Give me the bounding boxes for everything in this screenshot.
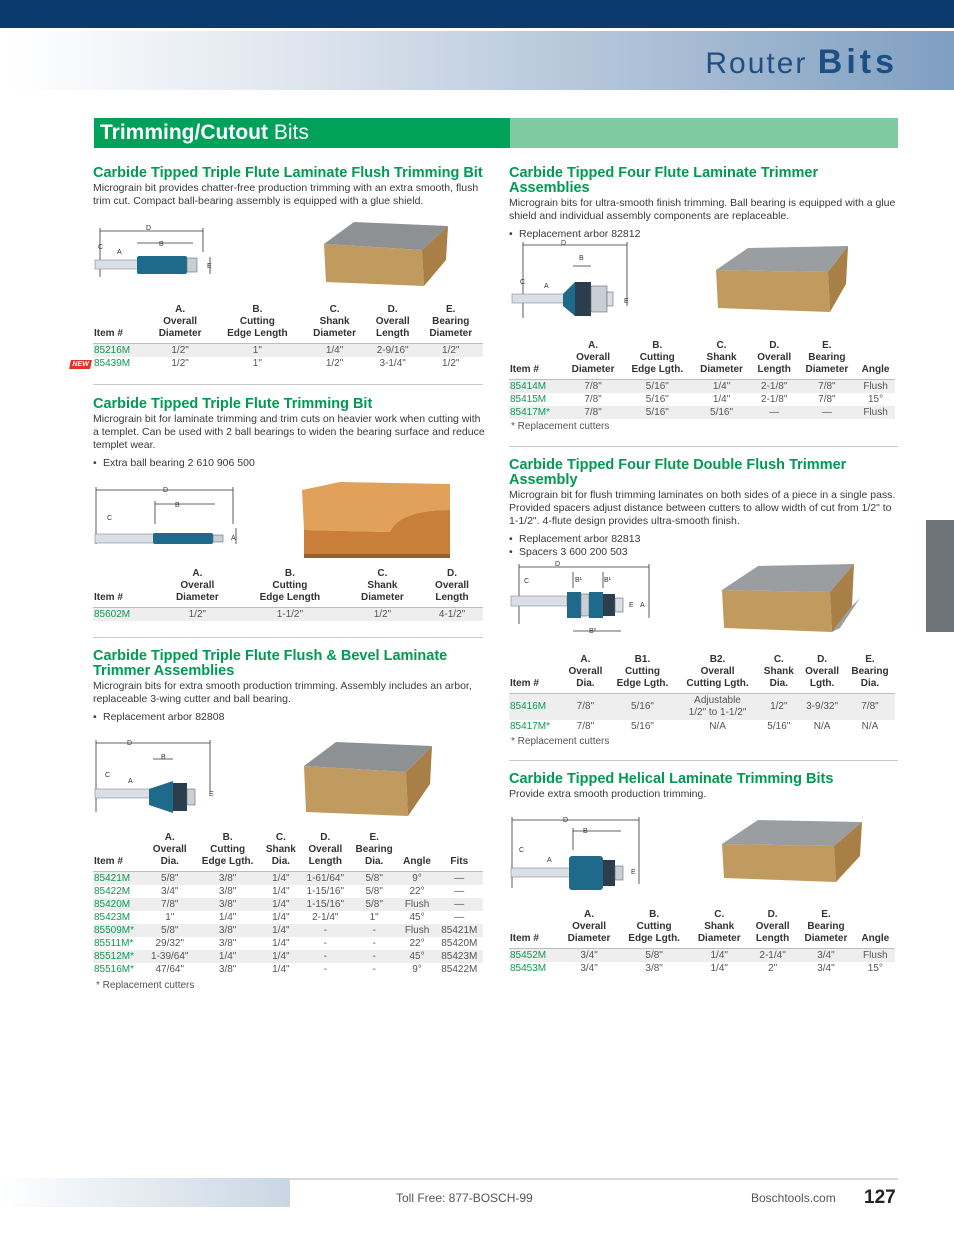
table-cell: 1": [369, 912, 379, 923]
table-cell: 3-1/4": [379, 358, 406, 369]
table-cell: 85420M: [441, 938, 478, 949]
product-description: Micrograin bit for laminate trimming and trim cuts on heavier work when cutting with a templet. Can be used with 2 ball bearings to widen the bearing surface and reduce templet wear.: [93, 413, 485, 451]
dim-label: D: [127, 740, 133, 747]
column-header: B1. Cutting Edge Lgth.: [608, 654, 676, 694]
table-row: [93, 937, 483, 950]
column-header: D. Overall Length: [367, 304, 419, 344]
new-badge: NEW: [69, 360, 92, 369]
column-header: D. Overall Length: [301, 832, 350, 872]
bit-diagram-2: [93, 484, 243, 554]
table-cell: 1/4": [194, 950, 261, 963]
footer-bar: [0, 1178, 290, 1207]
column-header: B. Cutting Edge Lgth.: [622, 340, 692, 380]
table-row: [93, 950, 483, 963]
column-header: E. Bearing Dia.: [350, 832, 399, 872]
dim-label: A: [117, 249, 122, 256]
bullet-item: • Extra ball bearing 2 610 906 500: [93, 457, 255, 469]
table-cell: Flush: [399, 898, 436, 911]
bit-diagram-1: [93, 222, 223, 287]
dim-label: B: [579, 255, 584, 262]
column-header: C. Shank Diameter: [692, 340, 750, 380]
divider: [509, 446, 898, 447]
table-cell: -: [301, 924, 350, 937]
laminate-workpiece-image-4: [712, 244, 852, 316]
footnote: * Replacement cutters: [511, 421, 610, 432]
table-cell: 3/8": [218, 886, 237, 897]
table-cell: 5/16": [608, 694, 676, 720]
table-cell: 2-1/4": [749, 949, 796, 963]
table-cell: 1/2": [418, 344, 483, 358]
item-number[interactable]: 85416M: [509, 694, 563, 720]
top-navy-bar: [0, 0, 954, 28]
bit-diagram-4: [509, 236, 639, 328]
table-cell: 1/4": [272, 964, 290, 975]
footnote: * Replacement cutters: [96, 980, 195, 991]
item-number[interactable]: 85415M: [510, 394, 547, 405]
table-row: [509, 949, 895, 963]
table-cell: 1": [252, 358, 262, 369]
table-row: [93, 911, 483, 924]
table-cell: 1/4": [302, 344, 366, 358]
table-header-row: [509, 909, 895, 949]
table-row: [93, 608, 483, 622]
column-header: C. Shank Diameter: [344, 568, 421, 608]
spec-table-3: [93, 832, 483, 976]
dim-label: B¹: [575, 577, 582, 584]
table-cell: 3/4": [559, 949, 618, 963]
table-cell: 3/4": [161, 886, 179, 897]
table-cell: Flush: [856, 406, 895, 419]
table-row: [93, 898, 483, 911]
table-row: [93, 872, 483, 886]
table-cell: —: [454, 912, 465, 923]
section-title: Trimming/Cutout Bits: [100, 121, 309, 144]
table-cell: N/A: [813, 720, 831, 732]
column-header: C. Shank Diameter: [302, 304, 366, 344]
table-cell: 1/4": [261, 898, 301, 911]
table-cell: 1/2": [344, 608, 421, 622]
item-number[interactable]: 85417M*: [510, 720, 551, 732]
column-header: B2. Overall Cutting Lgth.: [677, 654, 759, 694]
table-cell: 1": [165, 912, 175, 923]
product-title: Carbide Tipped Helical Laminate Trimming Bits: [509, 771, 834, 787]
spec-table-6: [509, 909, 895, 975]
table-cell: -: [323, 964, 327, 975]
item-number[interactable]: 85414M: [509, 380, 564, 394]
dim-label: D: [555, 561, 561, 568]
table-cell: 1-1/2": [236, 608, 344, 622]
dim-label: E: [629, 602, 634, 609]
table-cell: -: [350, 924, 399, 937]
item-number[interactable]: 85452M: [509, 949, 559, 963]
bit-diagram-3: [93, 737, 223, 822]
table-cell: 1/4": [261, 950, 301, 963]
column-header: E. Bearing Diameter: [798, 340, 856, 380]
table-cell: 1/2": [171, 358, 189, 369]
table-cell: 5/8": [145, 924, 194, 937]
table-cell: 7/8": [845, 694, 895, 720]
table-cell: 85423M: [436, 950, 483, 963]
table-cell: 1/2": [442, 358, 460, 369]
page-banner: [8, 31, 954, 90]
table-cell: —: [436, 872, 483, 886]
table-cell: -: [372, 964, 376, 975]
table-cell: 2": [768, 963, 778, 974]
table-row: [93, 357, 483, 370]
table-cell: 3/4": [580, 963, 598, 974]
bullet-item: • Replacement arbor 82808: [93, 711, 225, 723]
dim-label: B: [175, 502, 180, 509]
table-cell: 1/4": [218, 912, 237, 923]
column-header: D. Overall Length: [749, 909, 796, 949]
bit-diagram-6: [509, 814, 643, 896]
side-tab: [926, 520, 954, 632]
dim-label: B²: [589, 628, 596, 635]
table-cell: Flush: [856, 949, 895, 963]
spec-table-5: [509, 654, 895, 733]
column-header: B. Cutting Edge Lgth.: [619, 909, 690, 949]
column-header: A. Overall Dia.: [145, 832, 194, 872]
item-number[interactable]: 85509M*: [93, 924, 145, 937]
table-cell: —: [798, 406, 856, 419]
column-header: Item #: [509, 654, 563, 694]
table-cell: 1/2": [758, 694, 799, 720]
table-cell: 5/16": [645, 394, 669, 405]
table-cell: -: [372, 938, 376, 949]
table-cell: 1/4": [710, 963, 728, 974]
table-cell: 3/8": [194, 924, 261, 937]
table-cell: 5/8": [365, 886, 383, 897]
edge-profile-workpiece-image: [300, 480, 452, 560]
column-header: Item #: [509, 909, 559, 949]
table-cell: 5/16": [692, 406, 750, 419]
table-cell: 85422M: [441, 964, 478, 975]
table-cell: 2-9/16": [367, 344, 419, 358]
product-description: Provide extra smooth production trimming.: [509, 788, 707, 800]
table-cell: -: [301, 950, 350, 963]
table-cell: 1/4": [261, 924, 301, 937]
table-cell: N/A: [861, 720, 879, 732]
column-header: Item #: [509, 340, 564, 380]
page-title: Router Bits: [705, 43, 898, 81]
table-cell: —: [454, 886, 465, 897]
table-cell: 3/8": [645, 963, 663, 974]
dim-label: B: [583, 828, 588, 835]
item-number[interactable]: 85453M: [510, 963, 547, 974]
table-cell: 7/8": [564, 380, 622, 394]
section-header-bar: [94, 118, 898, 148]
column-header: C. Shank Diameter: [690, 909, 749, 949]
table-cell: 1-61/64": [301, 872, 350, 886]
item-number[interactable]: 85422M: [94, 886, 131, 897]
table-cell: 5/8": [350, 898, 399, 911]
dim-label: D: [163, 487, 169, 494]
product-description: Micrograin bits for ultra-smooth finish trimming. Ball bearing is equipped with a glue shield and individual assembly components are replaceable.: [509, 197, 896, 222]
item-number[interactable]: 85216M: [93, 344, 148, 358]
page-number: 127: [864, 1187, 896, 1208]
column-header: D. Overall Length: [421, 568, 483, 608]
table-cell: 1-15/16": [301, 898, 350, 911]
column-header: Item #: [93, 304, 148, 344]
laminate-workpiece-image-5: [718, 562, 864, 636]
table-cell: 15°: [867, 394, 884, 405]
table-cell: 3/8": [218, 964, 237, 975]
table-cell: 9°: [412, 964, 422, 975]
table-cell: -: [350, 950, 399, 963]
table-row: [509, 962, 895, 975]
table-cell: 3/4": [796, 949, 855, 963]
spec-table-2: [93, 568, 483, 621]
table-cell: 1-15/16": [306, 886, 344, 897]
table-cell: 1/4": [272, 938, 290, 949]
product-block-3: [93, 649, 485, 724]
table-cell: —: [751, 406, 798, 419]
table-cell: 1/4": [712, 394, 731, 405]
dim-label: C: [524, 578, 530, 585]
table-cell: 7/8": [564, 406, 622, 419]
product-description: Micrograin bit provides chatter-free production trimming with an extra smooth, flush trim cut. Compact ball-bearing assembly is equipped with a glue shield.: [93, 182, 479, 207]
product-title: Carbide Tipped Triple Flute Flush & Bevel Laminate Trimmer Assemblies: [93, 648, 448, 679]
column-header: Angle: [856, 909, 895, 949]
table-cell: 3/8": [218, 938, 237, 949]
table-cell: 7/8": [563, 694, 609, 720]
dim-label: B: [159, 241, 164, 248]
table-cell: Flush: [399, 924, 436, 937]
table-row: [93, 885, 483, 898]
item-number[interactable]: 85602M: [93, 608, 159, 622]
table-cell: 7/8": [584, 394, 602, 405]
table-cell: 7/8": [145, 898, 194, 911]
dim-label: B: [161, 754, 166, 761]
table-cell: 5/8": [350, 872, 399, 886]
item-number[interactable]: 85421M: [93, 872, 145, 886]
product-description: Micrograin bits for extra smooth production trimming. Assembly includes an arbor, replaceable 3-wing cutter and ball bearing.: [93, 680, 472, 705]
table-cell: 29/32": [155, 938, 185, 949]
table-row: [93, 344, 483, 358]
table-cell: Flush: [856, 380, 895, 394]
table-cell: 47/64": [155, 964, 185, 975]
table-row: [509, 720, 895, 733]
column-header: E. Bearing Diameter: [418, 304, 483, 344]
table-cell: 7/8": [798, 380, 856, 394]
table-row: [509, 380, 895, 394]
table-cell: -: [323, 938, 327, 949]
divider: [93, 384, 483, 385]
table-cell: 9°: [399, 872, 436, 886]
product-description: Micrograin bit for flush trimming laminates on both sides of a piece in a single pass. Provided spacers adjust distance between cutters to allow width of cut from 1/2" to 1-1/2". 4-flute design provides ultra-smooth finish.: [509, 489, 896, 527]
table-cell: 45°: [409, 912, 425, 923]
dim-label: D: [561, 240, 567, 247]
table-cell: 3/8": [194, 872, 261, 886]
table-header-row: [93, 568, 483, 608]
column-header: A. Overall Diameter: [159, 568, 236, 608]
product-block-6: [509, 772, 901, 801]
spec-table-4: [509, 340, 895, 419]
dim-label: E: [631, 869, 636, 876]
dim-label: B¹: [604, 577, 611, 584]
table-row: [509, 393, 895, 406]
item-number[interactable]: 85417M*: [509, 406, 564, 419]
table-row: [509, 406, 895, 419]
table-cell: 3/4": [817, 963, 835, 974]
bullet-item: • Replacement arbor 82813: [509, 533, 641, 545]
column-header: C. Shank Dia.: [758, 654, 799, 694]
dim-label: C: [520, 279, 526, 286]
column-header: Angle: [856, 340, 895, 380]
column-header: Angle: [399, 832, 436, 872]
bit-diagram-5: [509, 558, 659, 640]
table-cell: 1/4": [272, 886, 290, 897]
table-cell: 85421M: [436, 924, 483, 937]
table-cell: 45°: [399, 950, 436, 963]
table-cell: 7/8": [818, 394, 836, 405]
dim-label: A: [128, 778, 133, 785]
table-row: [93, 963, 483, 976]
table-cell: 3/8": [194, 898, 261, 911]
table-cell: 7/8": [576, 720, 595, 732]
table-cell: 1/4": [272, 912, 290, 923]
table-cell: Adjustable 1/2" to 1-1/2": [677, 694, 759, 720]
table-cell: 22°: [409, 938, 425, 949]
column-header: E. Bearing Dia.: [845, 654, 895, 694]
item-number[interactable]: 85516M*: [94, 964, 135, 975]
footer-line: [290, 1178, 898, 1180]
column-header: D. Overall Length: [751, 340, 798, 380]
divider: [93, 637, 483, 638]
column-header: A. Overall Dia.: [563, 654, 609, 694]
table-header-row: [509, 654, 895, 694]
table-row: [509, 694, 895, 720]
table-cell: 3-9/32": [799, 694, 845, 720]
table-cell: 5/16": [767, 720, 791, 732]
column-header: C. Shank Dia.: [261, 832, 301, 872]
column-header: Item #: [93, 568, 159, 608]
dim-label: A: [544, 283, 549, 290]
product-title: Carbide Tipped Triple Flute Trimming Bit: [93, 396, 373, 412]
table-header-row: [93, 304, 483, 344]
table-cell: 1/2": [159, 608, 236, 622]
table-cell: 2-1/4": [312, 912, 339, 923]
product-block-5: [509, 458, 901, 559]
product-title: Carbide Tipped Four Flute Laminate Trimmer Assemblies: [509, 165, 819, 196]
item-number[interactable]: 85423M: [94, 912, 131, 923]
laminate-workpiece-image-6: [718, 818, 864, 886]
footnote: * Replacement cutters: [511, 736, 610, 747]
dim-label: C: [519, 847, 525, 854]
dim-label: E: [624, 298, 629, 305]
item-number[interactable]: 85511M*: [94, 938, 134, 949]
table-cell: 1/4": [692, 380, 750, 394]
table-cell: 1": [212, 344, 302, 358]
dim-label: E: [207, 263, 212, 270]
column-header: Fits: [436, 832, 483, 872]
column-header: B. Cutting Edge Length: [212, 304, 302, 344]
table-cell: 1/2": [325, 358, 344, 369]
dim-label: C: [107, 515, 113, 522]
bullet-item: • Replacement arbor 82812: [509, 228, 641, 240]
spec-table-1: [93, 304, 483, 370]
column-header: B. Cutting Edge Length: [236, 568, 344, 608]
table-cell: 5/16": [622, 380, 692, 394]
table-cell: —: [436, 898, 483, 911]
table-cell: 5/8": [145, 872, 194, 886]
table-cell: 1/4": [690, 949, 749, 963]
table-cell: 1-39/64": [145, 950, 194, 963]
table-cell: 5/8": [619, 949, 690, 963]
table-header-row: [509, 340, 895, 380]
table-cell: 1/2": [148, 344, 212, 358]
column-header: D. Overall Lgth.: [799, 654, 845, 694]
table-cell: 22°: [409, 886, 425, 897]
column-header: A. Overall Diameter: [559, 909, 618, 949]
table-cell: 2-1/8": [751, 380, 798, 394]
laminate-workpiece-image-3: [300, 740, 435, 818]
table-cell: 1/4": [261, 872, 301, 886]
toll-free-number: Toll Free: 877-BOSCH-99: [396, 1191, 533, 1205]
table-cell: 5/16": [630, 720, 654, 732]
product-title: Carbide Tipped Triple Flute Laminate Flush Trimming Bit: [93, 165, 483, 181]
dim-label: C: [98, 244, 104, 251]
laminate-workpiece-image-1: [320, 220, 450, 290]
item-number[interactable]: 85420M: [93, 898, 145, 911]
dim-label: D: [146, 225, 152, 232]
table-cell: 4-1/2": [421, 608, 483, 622]
product-block-2: [93, 397, 485, 470]
dim-label: A: [547, 857, 552, 864]
table-cell: 2-1/8": [761, 394, 788, 405]
item-number[interactable]: 85439M: [94, 358, 131, 369]
dim-label: D: [563, 817, 569, 824]
website-link[interactable]: Boschtools.com: [751, 1191, 836, 1205]
product-block-1: [93, 166, 485, 208]
dim-label: A: [640, 602, 645, 609]
item-number[interactable]: 85512M*: [93, 950, 145, 963]
table-cell: 5/16": [622, 406, 692, 419]
column-header: E. Bearing Diameter: [796, 909, 855, 949]
table-row: [93, 924, 483, 937]
column-header: A. Overall Diameter: [148, 304, 212, 344]
dim-label: C: [105, 772, 111, 779]
product-block-4: [509, 166, 901, 241]
divider: [509, 760, 898, 761]
column-header: A. Overall Diameter: [564, 340, 622, 380]
bullet-item: • Spacers 3 600 200 503: [509, 546, 628, 558]
column-header: B. Cutting Edge Lgth.: [194, 832, 261, 872]
table-cell: N/A: [709, 720, 726, 732]
table-cell: 15°: [867, 963, 883, 974]
table-header-row: [93, 832, 483, 872]
column-header: Item #: [93, 832, 145, 872]
dim-label: E: [209, 791, 214, 798]
dim-label: A: [231, 535, 236, 542]
product-title: Carbide Tipped Four Flute Double Flush Trimmer Assembly: [509, 457, 847, 488]
